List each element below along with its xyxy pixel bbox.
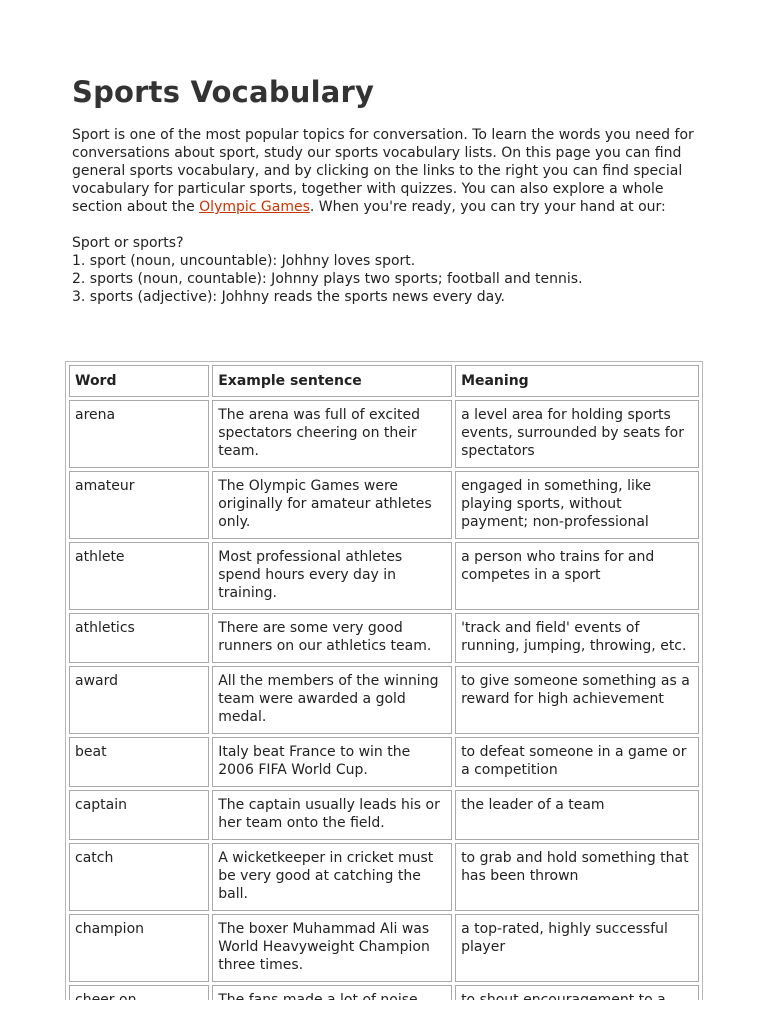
header-meaning: Meaning [455, 365, 699, 397]
intro-text-after-link: . When you're ready, you can try your hand at our: [309, 199, 666, 215]
example-cell: The Olympic Games were originally for amateur athletes only. [212, 471, 452, 539]
table-row [69, 737, 699, 787]
document-page [72, 72, 712, 306]
page-cutoff [0, 1000, 768, 1024]
word-cell: captain [69, 790, 209, 840]
word-cell: beat [69, 737, 209, 787]
example-cell: The arena was full of excited spectators cheering on their team. [212, 400, 452, 468]
example-cell: There are some very good runners on our athletics team. [212, 613, 452, 663]
meaning-cell: a person who trains for and competes in a sport [455, 542, 699, 610]
usage-item: 3. sports (adjective): Johhny reads the sports news every day. [72, 289, 505, 305]
meaning-cell: a top-rated, highly successful player [455, 914, 699, 982]
meaning-cell: engaged in something, like playing sports, without payment; non-professional [455, 471, 699, 539]
word-cell: athlete [69, 542, 209, 610]
word-cell: catch [69, 843, 209, 911]
meaning-cell: 'track and field' events of running, jumping, throwing, etc. [455, 613, 699, 663]
header-example-sentence: Example sentence [212, 365, 452, 397]
example-cell: The captain usually leads his or her team onto the field. [212, 790, 452, 840]
vocabulary-table [65, 361, 703, 1020]
meaning-cell: to give someone something as a reward for high achievement [455, 666, 699, 734]
page-title: Sports Vocabulary [72, 75, 375, 109]
meaning-cell: a level area for holding sports events, surrounded by seats for spectators [455, 400, 699, 468]
usage-question: Sport or sports? [72, 235, 184, 251]
example-cell: A wicketkeeper in cricket must be very good at catching the ball. [212, 843, 452, 911]
table-row [69, 471, 699, 539]
usage-item: 2. sports (noun, countable): Johnny plays two sports; football and tennis. [72, 271, 583, 287]
table-row [69, 666, 699, 734]
intro-paragraph [72, 126, 712, 216]
intro-text-before-link: Sport is one of the most popular topics for conversation. To learn the words you need for conversations about sport, study our sports vocabulary lists. On this page you can find general sports vocabulary, and by clicking on the links to the right you can find special vocabulary for particular sports, together with quizzes. You can also explore a whole section about the [72, 127, 694, 215]
table-row [69, 613, 699, 663]
table-row [69, 914, 699, 982]
table-row [69, 790, 699, 840]
meaning-cell: to grab and hold something that has been thrown [455, 843, 699, 911]
header-word: Word [69, 365, 209, 397]
word-cell: amateur [69, 471, 209, 539]
example-cell: Italy beat France to win the 2006 FIFA World Cup. [212, 737, 452, 787]
usage-item: 1. sport (noun, uncountable): Johhny loves sport. [72, 253, 416, 269]
example-cell: Most professional athletes spend hours every day in training. [212, 542, 452, 610]
table-row [69, 400, 699, 468]
usage-notes [72, 234, 712, 306]
meaning-cell: to defeat someone in a game or a competition [455, 737, 699, 787]
word-cell: champion [69, 914, 209, 982]
example-cell: The boxer Muhammad Ali was World Heavyweight Champion three times. [212, 914, 452, 982]
meaning-cell: the leader of a team [455, 790, 699, 840]
table-row [69, 843, 699, 911]
table-row [69, 542, 699, 610]
olympic-games-link[interactable]: Olympic Games [199, 199, 310, 215]
word-cell: award [69, 666, 209, 734]
word-cell: arena [69, 400, 209, 468]
example-cell: All the members of the winning team were awarded a gold medal. [212, 666, 452, 734]
table-header-row [69, 365, 699, 397]
word-cell: athletics [69, 613, 209, 663]
